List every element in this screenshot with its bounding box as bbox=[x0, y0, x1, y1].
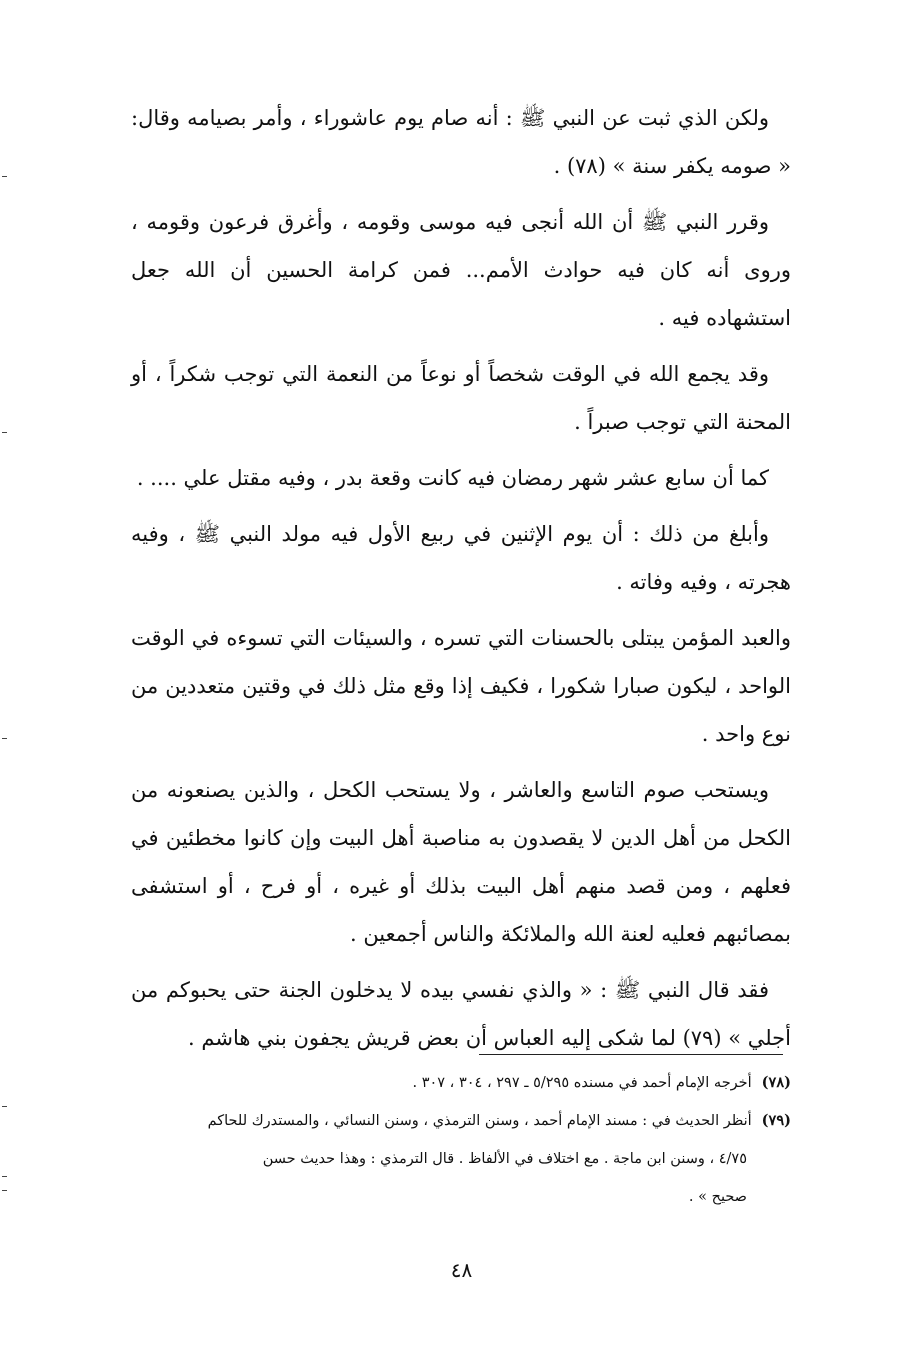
footnote-79-line-3: صحيح » . bbox=[688, 1189, 747, 1205]
footnote-marker: (٧٨) bbox=[761, 1074, 791, 1091]
paragraph-7: ويستحب صوم التاسع والعاشر ، ولا يستحب الكحل ، والذين يصنعونه من الكحل من أهل الدين لا يقصدون به مناصبة أهل البيت وإن كانوا مخطئين في فعلهم ، ومن قصد منهم أهل البيت بذلك أو غيره ، أو فرح ، أو استشفى بمصائبهم فعليه لعنة الله والملائكة والناس أجمعين . bbox=[131, 778, 791, 946]
scan-edge-mark bbox=[2, 1190, 7, 1191]
footnote-79-line-2: ٤/٧٥ ، وسنن ابن ماجة . مع اختلاف في الألفاظ . قال الترمذي : وهذا حديث حسن bbox=[262, 1151, 747, 1167]
footnote-79 bbox=[131, 1102, 791, 1140]
footnote-marker: (٧٩) bbox=[761, 1112, 791, 1129]
paragraph-6: والعبد المؤمن يبتلى بالحسنات التي تسره ، والسيئات التي تسوءه في الوقت الواحد ، ليكون صبارا شكورا ، فكيف إذا وقع مثل ذلك في وقتين متعددين من نوع واحد . bbox=[131, 626, 791, 746]
paragraph-8: فقد قال النبي ﷺ : « والذي نفسي بيده لا يدخلون الجنة حتى يحبوكم من أجلي » (٧٩) لما شكى إليه العباس أن بعض قريش يجفون بني هاشم . bbox=[131, 978, 791, 1050]
scan-edge-mark bbox=[2, 176, 7, 177]
paragraph-1: ولكن الذي ثبت عن النبي ﷺ : أنه صام يوم عاشوراء ، وأمر بصيامه وقال: « صومه يكفر سنة » (٧٨) . bbox=[131, 106, 791, 178]
footnote-78 bbox=[131, 1064, 791, 1102]
paragraph-2: وقرر النبي ﷺ أن الله أنجى فيه موسى وقومه ، وأغرق فرعون وقومه ، وروى أنه كان فيه حوادث الأمم... فمن كرامة الحسين أن الله جعل استشهاده فيه . bbox=[131, 210, 791, 330]
scan-edge-mark bbox=[2, 738, 7, 739]
scan-edge-mark bbox=[2, 1106, 7, 1107]
footnote-divider bbox=[479, 1054, 783, 1055]
scan-edge-mark bbox=[2, 432, 7, 433]
page-number: ٤٨ bbox=[450, 1258, 473, 1282]
paragraph-3: وقد يجمع الله في الوقت شخصاً أو نوعاً من النعمة التي توجب شكراً ، أو المحنة التي توجب صبراً . bbox=[131, 362, 791, 434]
footnote-text: أنظر الحديث في : مسند الإمام أحمد ، وسنن الترمذي ، وسنن النسائي ، والمستدرك للحاكم bbox=[207, 1113, 752, 1129]
footnotes bbox=[131, 1064, 791, 1216]
scan-edge-mark bbox=[2, 1176, 7, 1177]
paragraph-5: وأبلغ من ذلك : أن يوم الإثنين في ربيع الأول فيه مولد النبي ﷺ ، وفيه هجرته ، وفيه وفاته . bbox=[131, 522, 791, 594]
paragraph-4: كما أن سابع عشر شهر رمضان فيه كانت وقعة بدر ، وفيه مقتل علي .... . bbox=[136, 466, 769, 490]
footnote-text: أخرجه الإمام أحمد في مسنده ٥/٢٩٥ ـ ٢٩٧ ، ٣٠٤ ، ٣٠٧ . bbox=[412, 1075, 752, 1091]
main-text bbox=[131, 94, 791, 1070]
